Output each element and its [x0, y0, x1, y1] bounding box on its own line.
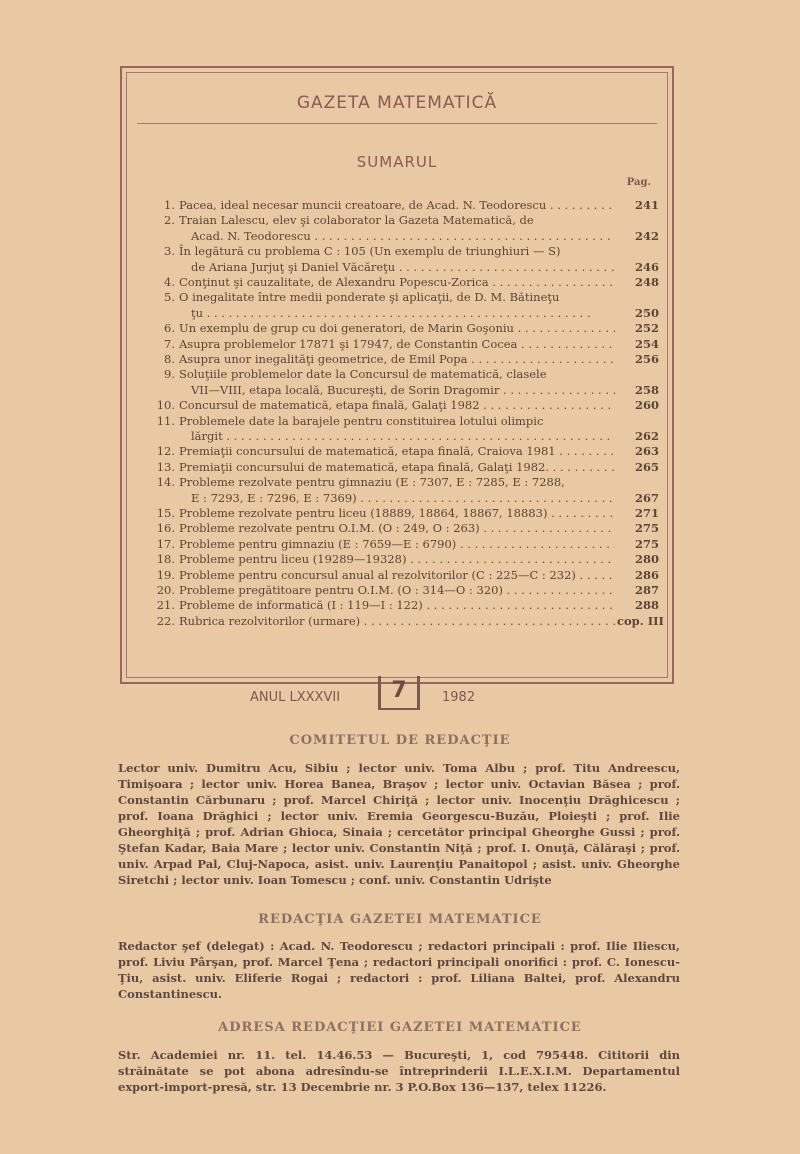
toc-entry-title: Asupra unor inegalităţi geometrice, de Emil Popa . . .	[179, 352, 615, 366]
toc-entry-page: 242	[634, 228, 659, 243]
toc-entry-number: 22.	[156, 613, 175, 628]
toc-entry-title: Probleme pregătitoare pentru O.I.M. (O : 314—O : 320) . . .	[179, 583, 615, 597]
toc-entry-number: 12.	[156, 444, 175, 459]
toc-entry	[151, 367, 659, 381]
toc-entry-title: Probleme de informatică (I : 119—I : 122) . . .	[179, 598, 615, 612]
committee-body: Lector univ. Dumitru Acu, Sibiu ; lector univ. Toma Albu ; prof. Titu Andreescu, Timişoara ; lector univ. Horea Banea, Braşov ; lector univ. Octavian Băsea ; prof. Constantin Cărbunaru ; prof. Marcel Chiriţă ; lector univ. Inocenţiu Drăghicescu ; prof. Ioana Drăghici ; lector univ. Eremia Georgescu-Buzău, Ploieşti ; prof. Ilie Gheorghiţă ; prof. Adrian Ghioca, Sinaia ; cercetător principal Gheorghe Gussi ; prof. Ştefan Kadar, Baia Mare ; lector univ. Constantin Niţă ; prof. I. Onuţă, Călăraşi ; prof. univ. Arpad Pal, Cluj-Napoca, asist. univ. Laurenţiu Panaitopol ; asist. univ. Gheorghe Siretchi ; lector univ. Ioan Tomescu ; conf. univ. Constantin Udrişte	[118, 761, 680, 887]
magazine-title: GAZETA MATEMATICĂ	[296, 93, 498, 113]
toc-entry-number: 19.	[156, 567, 175, 582]
issue-rule	[378, 708, 420, 710]
toc-entry-title: Pacea, ideal necesar muncii creatoare, de Acad. N. Teodorescu . . .	[179, 198, 615, 212]
toc-entry-page: 280	[634, 552, 659, 567]
address-title: ADRESA REDACŢIEI GAZETEI MATEMATICE	[218, 1020, 582, 1035]
title-rule	[137, 123, 657, 124]
summary-frame	[120, 66, 674, 684]
summary-title: SUMARUL	[356, 153, 438, 171]
toc-entry-page: 246	[634, 259, 659, 274]
issue-year: 1982	[442, 690, 476, 705]
toc-entry-title: O inegalitate între medii ponderate şi aplicaţii, de D. M. Bătineţu	[179, 290, 560, 305]
toc-entry-title: Probleme rezolvate pentru liceu (18889, 18864, 18867, 18883) . . .	[179, 506, 615, 520]
toc-entry	[151, 460, 659, 474]
editorial-body: Redactor şef (delegat) : Acad. N. Teodorescu ; redactori principali : prof. Ilie Iliescu, prof. Liviu Pârşan, prof. Marcel Ţena ; redactori principali onorifici : prof. C. Ionescu-Ţiu, asist. univ. Eliferie Rogai ; redactori : prof. Liliana Baltei, prof. Alexandru Constantinescu.	[118, 939, 680, 1001]
toc-entry	[151, 521, 659, 535]
toc-entry	[151, 598, 659, 612]
toc-entry-number: 13.	[156, 459, 175, 474]
toc-entry-title: Probleme pentru concursul anual al rezolvitorilor (C : 225—C : 232) . . .	[179, 568, 615, 582]
toc-entry	[151, 352, 659, 366]
toc-entry-page: 271	[634, 506, 659, 520]
toc-entry	[151, 429, 659, 443]
toc-entry	[151, 613, 664, 628]
editorial-title: REDACŢIA GAZETEI MATEMATICE	[258, 912, 542, 927]
toc-entry-page: 265	[634, 459, 659, 474]
toc-entry-number: 16.	[156, 521, 175, 536]
toc-entry-number: 8.	[164, 352, 175, 366]
toc-entry	[151, 506, 659, 520]
toc-entry	[151, 290, 659, 304]
page-column-header: Pag.	[626, 177, 651, 188]
toc-entry-title: Asupra problemelor 17871 şi 17947, de Constantin Cocea . . .	[179, 337, 615, 351]
toc-entry-title: Rubrica rezolvitorilor (urmare) . . .	[179, 614, 615, 628]
toc-entry	[151, 275, 659, 289]
toc-entry-number: 20.	[156, 583, 175, 597]
toc-entry-title: VII—VIII, etapa locală, Bucureşti, de Sorin Dragomir . . .	[191, 383, 615, 397]
toc-entry	[151, 213, 659, 227]
toc-entry	[151, 475, 659, 489]
toc-entry-page: 275	[634, 521, 659, 536]
toc-entry-number: 14.	[156, 475, 175, 490]
toc-entry-page: 286	[634, 567, 659, 582]
toc-entry	[151, 337, 659, 351]
toc-entry-title: Probleme rezolvate pentru O.I.M. (O : 249, O : 263) . . .	[179, 521, 615, 535]
toc-entry	[151, 491, 659, 505]
toc-entry-number: 7.	[164, 336, 175, 351]
toc-entry-title: Probleme rezolvate pentru gimnaziu (E : 7307, E : 7285, E : 7288,	[179, 475, 565, 490]
toc-entry-title: Conţinut şi cauzalitate, de Alexandru Popescu-Zorica . . .	[179, 275, 615, 289]
toc-entry	[151, 414, 659, 428]
toc-entry-number: 21.	[156, 598, 175, 613]
toc-entry-page: 252	[634, 321, 659, 336]
toc-entry	[151, 552, 659, 566]
toc-entry-page: 241	[634, 198, 659, 212]
toc-entry-number: 11.	[156, 413, 175, 428]
toc-entry-title: Traian Lalescu, elev şi colaborator la Gazeta Matematică, de	[179, 213, 534, 228]
toc-entry-number: 3.	[164, 244, 175, 259]
toc-entry-title: Probleme pentru gimnaziu (E : 7659—E : 6790) . . .	[179, 537, 615, 551]
toc-entry-number: 4.	[164, 275, 175, 289]
toc-entry-title: ţu . . .	[191, 306, 615, 320]
toc-entry-number: 9.	[164, 367, 175, 382]
issue-number: 7	[378, 676, 420, 708]
toc-entry	[151, 444, 659, 458]
toc-entry-page: 287	[634, 583, 659, 597]
toc-entry	[151, 244, 659, 258]
toc-entry-title: E : 7293, E : 7296, E : 7369) . . .	[191, 491, 615, 505]
toc-entry	[151, 398, 659, 412]
toc-entry-number: 15.	[156, 506, 175, 520]
toc-entry-page: 254	[634, 336, 659, 351]
toc-entry	[151, 260, 659, 274]
toc-entry-title: Soluţiile problemelor date la Concursul de matematică, clasele	[179, 367, 547, 382]
toc-entry-page: 260	[634, 398, 659, 413]
toc-entry	[151, 568, 659, 582]
toc-entry-page: 288	[634, 598, 659, 613]
toc-entry-title: Un exemplu de grup cu doi generatori, de Marin Goşoniu . . .	[179, 321, 615, 335]
toc-entry-title: lărgit . . .	[191, 429, 615, 443]
toc-entry	[151, 583, 659, 597]
toc-entry	[151, 198, 659, 212]
toc-entry-title: Premiaţii concursului de matematică, etapa finală, Galaţi 1982. . . .	[179, 460, 615, 474]
toc-entry-title: Probleme pentru liceu (19289—19328) . . .	[179, 552, 615, 566]
toc-entry-page: 250	[634, 305, 659, 320]
toc-entry-page: 258	[634, 382, 659, 397]
toc-entry	[151, 321, 659, 335]
toc-entry-title: Concursul de matematică, etapa finală, Galaţi 1982 . . .	[179, 398, 615, 412]
toc-entry-number: 2.	[164, 213, 175, 228]
address-body: Str. Academiei nr. 11. tel. 14.46.53 — Bucureşti, 1, cod 795448. Cititorii din străinătate se pot abona adresîndu-se întreprinderii I.L.E.X.I.M. Departamentul export-import-presă, str. 13 Decembrie nr. 3 P.O.Box 136—137, telex 11226.	[118, 1048, 680, 1094]
toc-entry-title: În legătură cu problema C : 105 (Un exemplu de triunghiuri — S)	[179, 244, 561, 259]
toc-entry	[151, 229, 659, 243]
toc-entry-page: 262	[634, 429, 659, 443]
committee-title: COMITETUL DE REDACŢIE	[289, 733, 511, 748]
toc-entry-page: 248	[634, 275, 659, 289]
toc-entry-number: 10.	[156, 398, 175, 413]
toc-entry-title: Problemele date la barajele pentru constituirea lotului olimpic	[179, 413, 544, 428]
toc-entry-page: 275	[634, 536, 659, 551]
toc-entry	[151, 537, 659, 551]
toc-entry-page: 267	[634, 490, 659, 505]
issue-bar	[120, 678, 674, 710]
toc-entry-number: 18.	[156, 552, 175, 567]
toc-entry-page: cop. III	[617, 613, 664, 628]
toc-entry	[151, 383, 659, 397]
toc-entry-page: 256	[634, 352, 659, 366]
toc-entry-title: de Ariana Jurjuţ şi Daniel Văcăreţu . . .	[191, 260, 615, 274]
toc-entry-number: 5.	[164, 290, 175, 305]
volume-label: ANUL LXXXVII	[250, 690, 341, 705]
toc-entry-number: 17.	[156, 536, 175, 551]
toc-entry-number: 6.	[164, 321, 175, 336]
toc-entry	[151, 306, 659, 320]
toc-entry-title: Acad. N. Teodorescu . . .	[191, 229, 615, 243]
toc-entry-number: 1.	[164, 198, 175, 212]
toc-entry-title: Premiaţii concursului de matematică, etapa finală, Craiova 1981 . . .	[179, 444, 615, 458]
summary-frame-inner	[126, 72, 668, 678]
toc-entry-page: 263	[634, 444, 659, 459]
